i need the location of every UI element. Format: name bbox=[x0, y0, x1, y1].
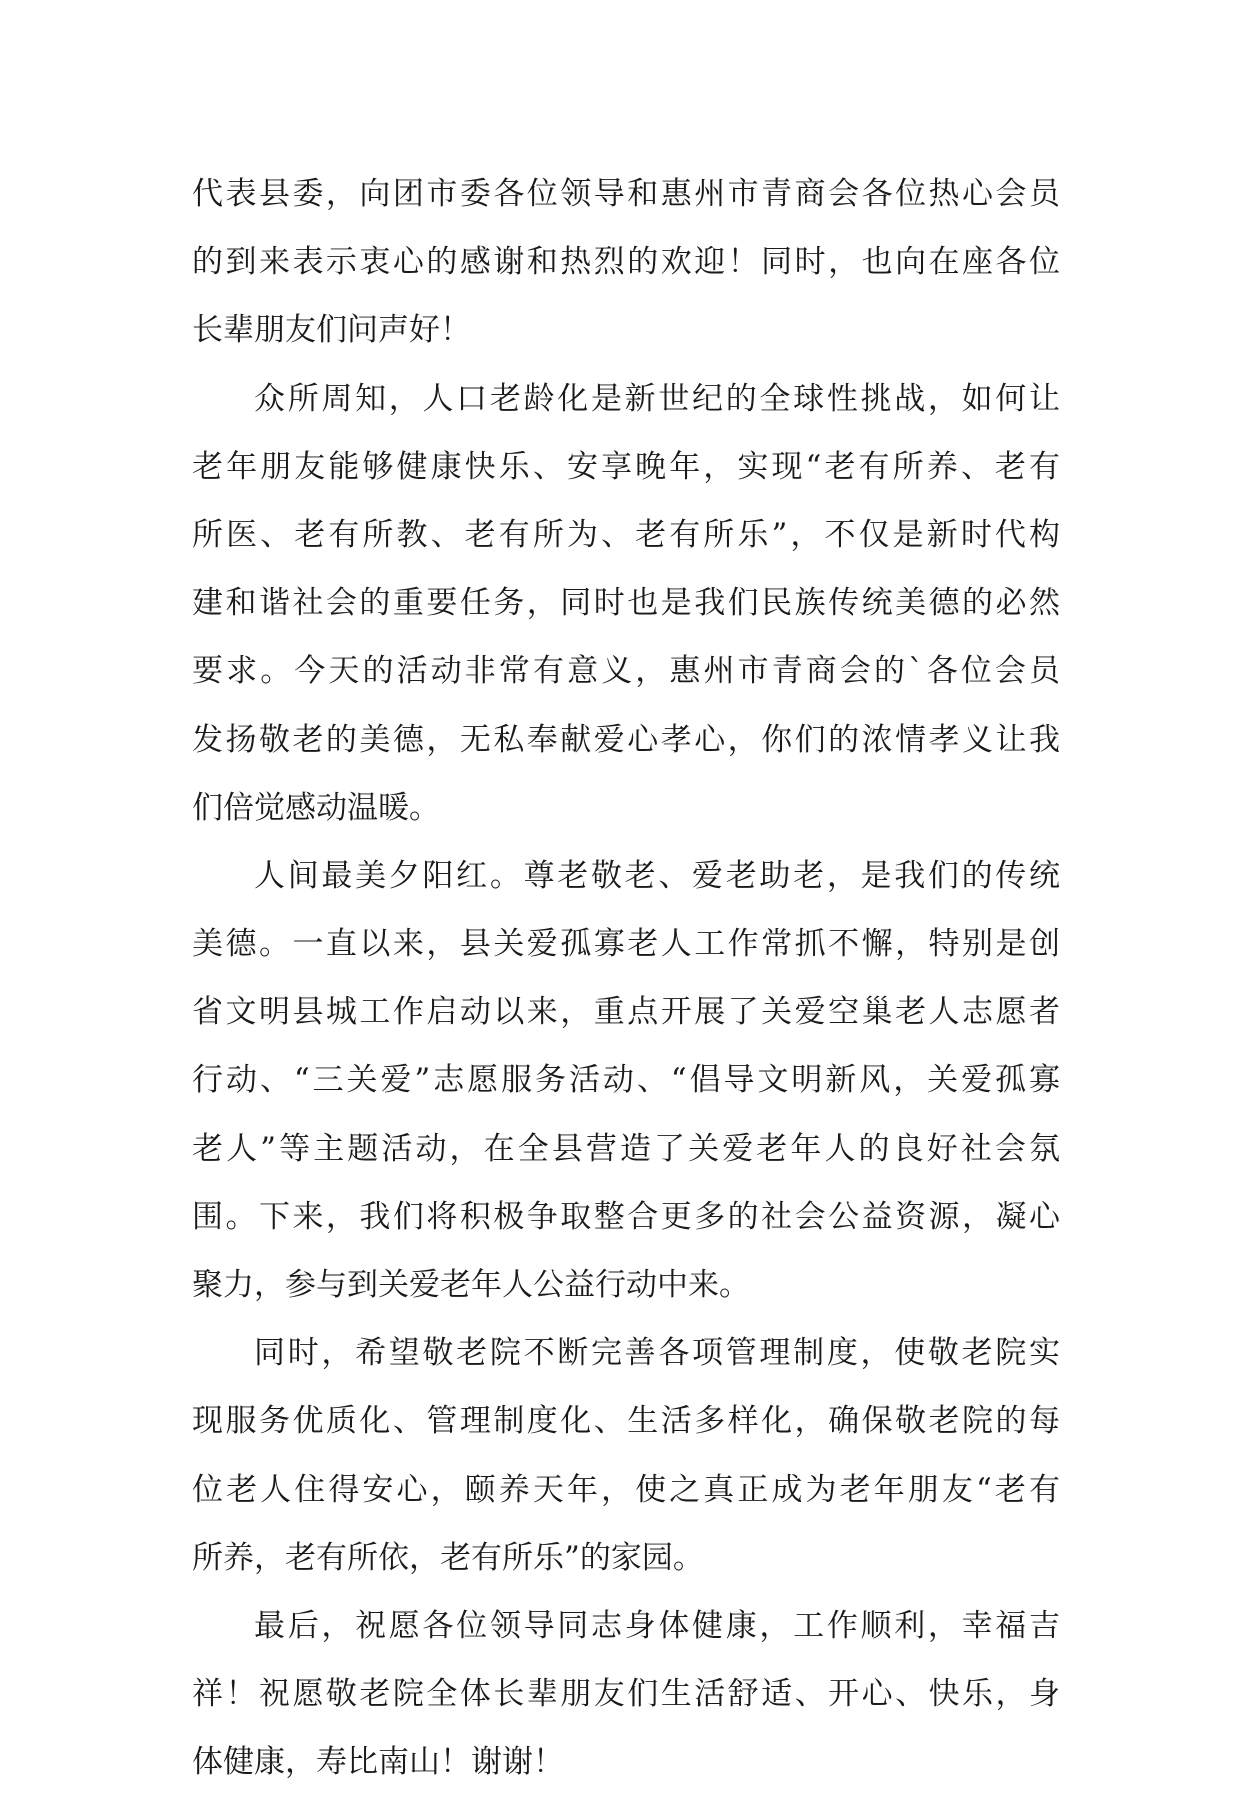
text-line: 祥！祝愿敬老院全体长辈朋友们生活舒适、开心、快乐，身 bbox=[192, 1676, 1060, 1713]
text-line: 所养，老有所依，老有所乐”的家园。 bbox=[192, 1539, 704, 1576]
text-line: 老人”等主题活动，在全县营造了关爱老年人的良好社会氛 bbox=[192, 1130, 1060, 1167]
paragraph-aging-challenge bbox=[192, 365, 1060, 842]
text-line: 美德。一直以来，县关爱孤寡老人工作常抓不懈，特别是创 bbox=[192, 926, 1060, 963]
document-body bbox=[192, 160, 1060, 1797]
text-line: 老年朋友能够健康快乐、安享晚年，实现“老有所养、老有 bbox=[192, 448, 1060, 485]
text-line: 的到来表示衷心的感谢和热烈的欢迎！同时，也向在座各位 bbox=[192, 244, 1060, 281]
paragraph-closing bbox=[192, 1592, 1060, 1797]
text-line: 要求。今天的活动非常有意义，惠州市青商会的`各位会员 bbox=[192, 653, 1060, 690]
text-line: 行动、“三关爱”志愿服务活动、“倡导文明新风，关爱孤寡 bbox=[192, 1062, 1060, 1099]
text-line: 围。下来，我们将积极争取整合更多的社会公益资源，凝心 bbox=[192, 1198, 1060, 1235]
text-line: 长辈朋友们问声好！ bbox=[192, 312, 471, 349]
text-line: 众所周知，人口老龄化是新世纪的全球性挑战，如何让 bbox=[254, 380, 1060, 417]
paragraph-greeting bbox=[192, 160, 1060, 365]
text-line: 人间最美夕阳红。尊老敬老、爱老助老，是我们的传统 bbox=[254, 857, 1060, 894]
paragraph-nursing-home bbox=[192, 1319, 1060, 1592]
text-line: 建和谐社会的重要任务，同时也是我们民族传统美德的必然 bbox=[192, 585, 1060, 622]
text-line: 所医、老有所教、老有所为、老有所乐”，不仅是新时代构 bbox=[192, 516, 1060, 553]
text-line: 代表县委，向团市委各位领导和惠州市青商会各位热心会员 bbox=[192, 176, 1060, 212]
text-line: 省文明县城工作启动以来，重点开展了关爱空巢老人志愿者 bbox=[192, 994, 1060, 1031]
text-line: 发扬敬老的美德，无私奉献爱心孝心，你们的浓情孝义让我 bbox=[192, 721, 1060, 758]
paragraph-respect-elders bbox=[192, 842, 1060, 1319]
text-line: 位老人住得安心，颐养天年，使之真正成为老年朋友“老有 bbox=[192, 1471, 1060, 1508]
text-line: 们倍觉感动温暖。 bbox=[192, 789, 440, 826]
text-line: 现服务优质化、管理制度化、生活多样化，确保敬老院的每 bbox=[192, 1403, 1060, 1440]
text-line: 同时，希望敬老院不断完善各项管理制度，使敬老院实 bbox=[254, 1335, 1060, 1372]
text-line: 聚力，参与到关爱老年人公益行动中来。 bbox=[192, 1267, 750, 1303]
text-line: 体健康，寿比南山！谢谢！ bbox=[192, 1744, 564, 1781]
text-line: 最后，祝愿各位领导同志身体健康，工作顺利，幸福吉 bbox=[254, 1607, 1060, 1644]
